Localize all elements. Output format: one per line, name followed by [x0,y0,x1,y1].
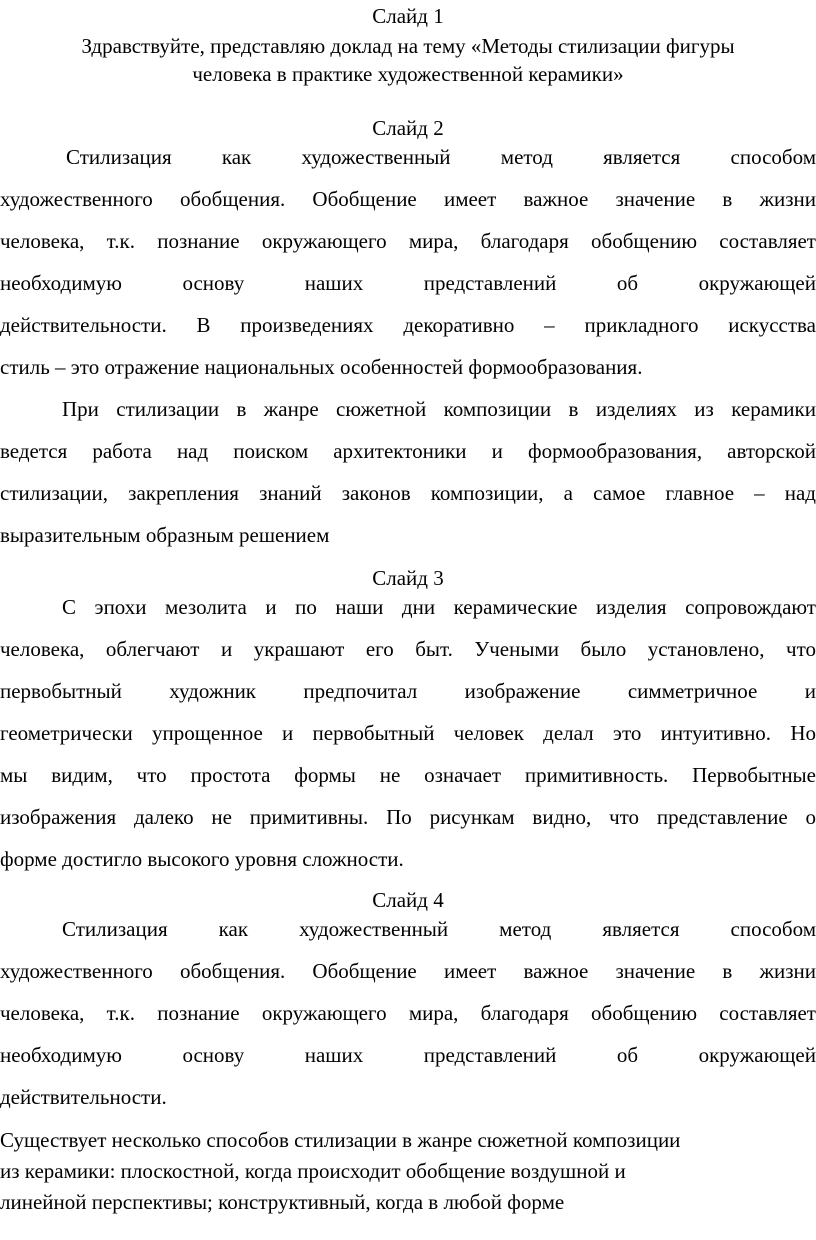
text-line: выразительным образным решением [0,523,330,547]
text-line: художественного обобщения. Обобщение имеет важное значение в жизни [0,187,816,211]
text-line: человека, облегчают и украшают его быт. Учеными было установлено, что [0,637,816,661]
text-line: действительности. [0,1085,167,1109]
text-line: мы видим, что простота формы не означает примитивность. Первобытные [0,763,816,787]
text-line: Существует несколько способов стилизации в жанре сюжетной композиции [0,1128,681,1152]
slide-heading: Слайд 2 [372,116,444,140]
text-line: При стилизации в жанре сюжетной композиции в изделиях из керамики [62,397,816,421]
text-line: С эпохи мезолита и по наши дни керамические изделия сопровождают [62,595,816,619]
text-line: стиль – это отражение национальных особенностей формообразования. [0,355,643,379]
text-line: человека, т.к. познание окружающего мира, благодаря обобщению составляет [0,1001,816,1025]
text-line: стилизации, закрепления знаний законов композиции, а самое главное – над [0,481,816,505]
text-line: линейной перспективы; конструктивный, когда в любой форме [0,1190,565,1214]
text-line: Стилизация как художественный метод является способом [66,145,816,169]
slide-heading: Слайд 4 [372,888,444,912]
text-line: форме достигло высокого уровня сложности. [0,847,404,871]
text-line: ведется работа над поиском архитектоники и формообразования, авторской [0,439,816,463]
text-line: человека, т.к. познание окружающего мира, благодаря обобщению составляет [0,229,816,253]
text-line: необходимую основу наших представлений об окружающей [0,1043,816,1067]
slide-heading: Слайд 3 [372,566,444,590]
slide-heading: Слайд 1 [372,4,444,28]
text-line: изображения далеко не примитивны. По рисункам видно, что представление о [0,805,816,829]
text-line: Здравствуйте, представляю доклад на тему «Методы стилизации фигуры [81,34,735,58]
text-line: первобытный художник предпочитал изображение симметричное и [0,679,816,703]
text-line: из керамики: плоскостной, когда происходит обобщение воздушной и [0,1159,626,1183]
text-line: действительности. В произведениях декоративно – прикладного искусства [0,313,816,337]
text-line: человека в практике художественной керамики» [192,62,624,86]
text-line: необходимую основу наших представлений об окружающей [0,271,816,295]
text-line: геометрически упрощенное и первобытный человек делал это интуитивно. Но [0,721,816,745]
text-line: художественного обобщения. Обобщение имеет важное значение в жизни [0,959,816,983]
text-line: Стилизация как художественный метод является способом [62,917,816,941]
